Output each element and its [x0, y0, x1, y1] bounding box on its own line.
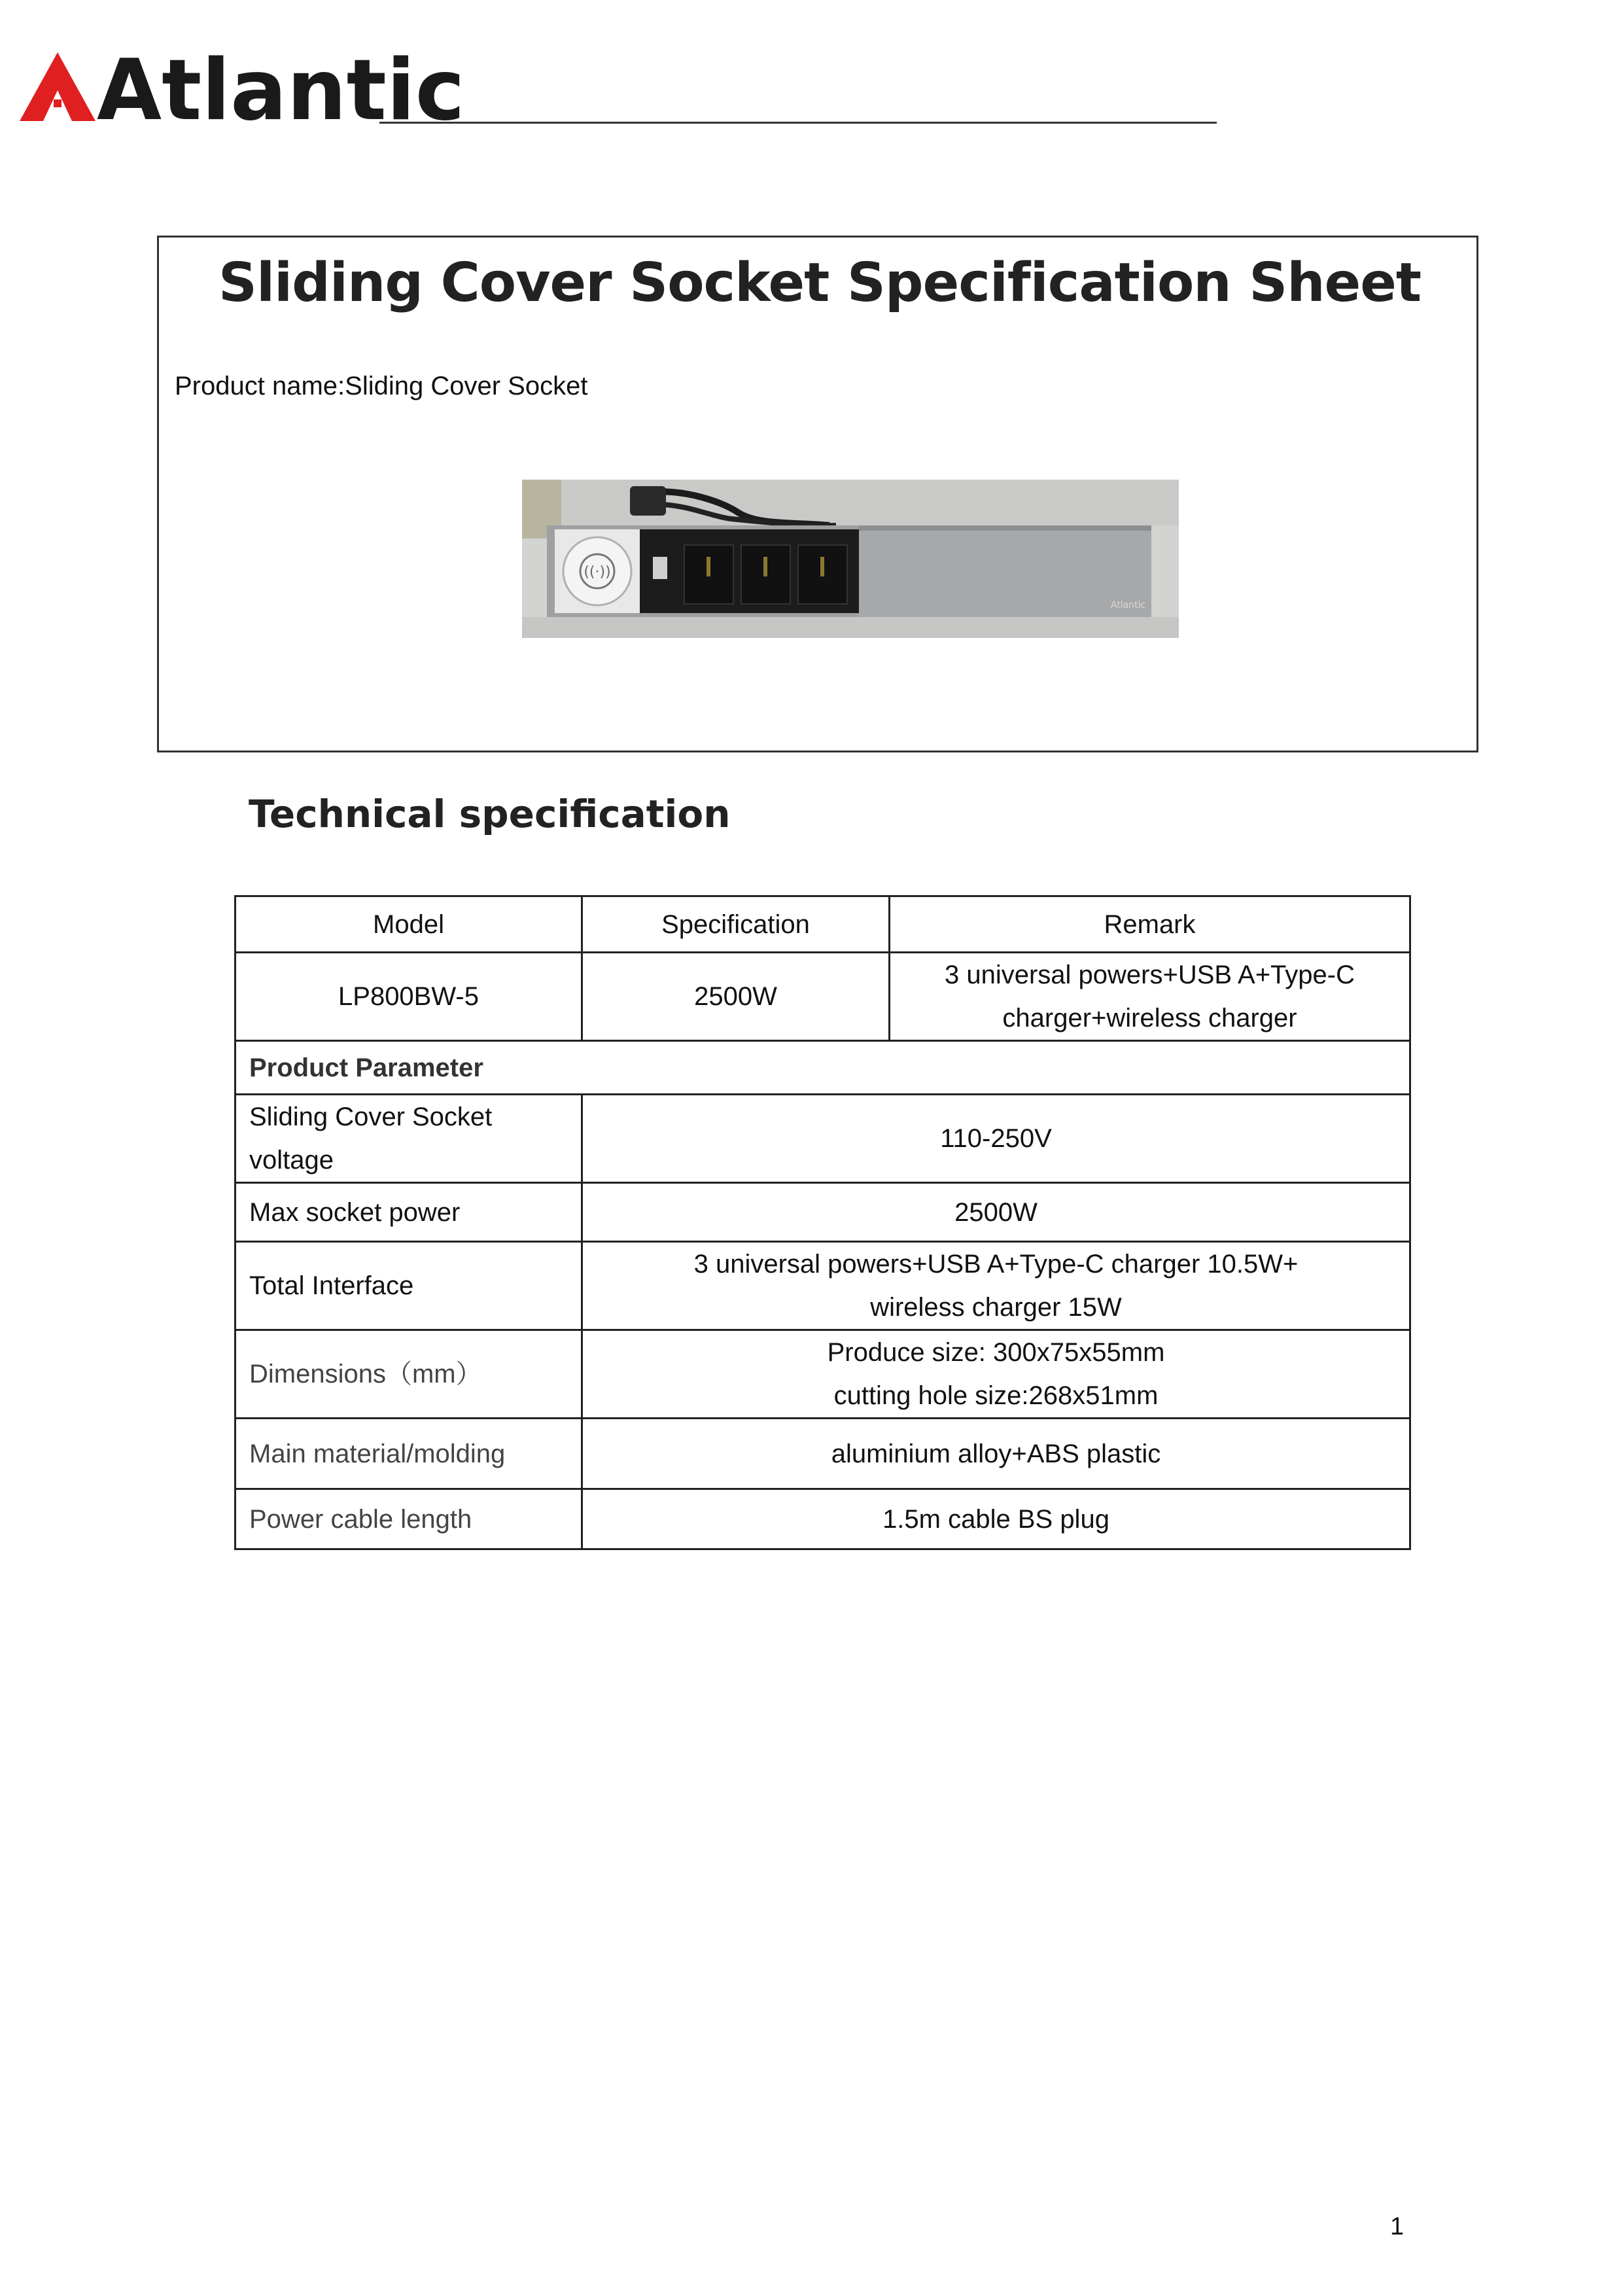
header-rule	[379, 122, 1217, 124]
table-row	[236, 1095, 1410, 1183]
remark-cell	[890, 953, 1410, 1041]
header-cell-model: Model	[236, 896, 582, 953]
param-label-line: voltage	[249, 1146, 334, 1174]
atlantic-logo	[20, 42, 465, 139]
table-row	[236, 1489, 1410, 1549]
brand-wordmark: Atlantic	[97, 42, 465, 139]
param-label-line: Sliding Cover Socket	[249, 1103, 493, 1131]
param-value	[582, 1242, 1410, 1330]
group-row	[236, 1041, 1410, 1095]
param-label: Max socket power	[236, 1183, 582, 1242]
param-label: Main material/molding	[236, 1419, 582, 1489]
product-name: Product name:Sliding Cover Socket	[175, 372, 588, 400]
spec-cell: 2500W	[582, 953, 890, 1041]
header-cell-specification: Specification	[582, 896, 890, 953]
page-number: 1	[1390, 2213, 1405, 2240]
param-label: Dimensions（mm）	[236, 1330, 582, 1419]
param-value: aluminium alloy+ABS plastic	[582, 1419, 1410, 1489]
param-value-line: cutting hole size:268x51mm	[833, 1381, 1159, 1410]
param-value-line: 3 universal powers+USB A+Type-C charger 10.5W+	[693, 1250, 1299, 1279]
svg-text:Atlantic: Atlantic	[1111, 600, 1146, 610]
param-label	[236, 1095, 582, 1183]
param-value	[582, 1330, 1410, 1419]
page-title: Sliding Cover Socket Specification Sheet	[218, 252, 1422, 314]
model-cell: LP800BW-5	[236, 953, 582, 1041]
param-label: Power cable length	[236, 1489, 582, 1549]
title-box	[157, 236, 1478, 752]
spec-table	[234, 895, 1411, 1550]
remark-line: 3 universal powers+USB A+Type-C	[945, 961, 1355, 989]
param-value-line: Produce size: 300x75x55mm	[827, 1338, 1165, 1367]
param-value: 1.5m cable BS plug	[582, 1489, 1410, 1549]
param-value-line: wireless charger 15W	[870, 1293, 1122, 1322]
table-row	[236, 1419, 1410, 1489]
table-row	[236, 953, 1410, 1041]
param-value: 2500W	[582, 1183, 1410, 1242]
section-heading: Technical specification	[249, 792, 731, 836]
param-value: 110-250V	[582, 1095, 1410, 1183]
param-label: Total Interface	[236, 1242, 582, 1330]
table-row	[236, 1183, 1410, 1242]
table-row	[236, 1330, 1410, 1419]
table-header-row	[236, 896, 1410, 953]
group-label: Product Parameter	[236, 1041, 1410, 1095]
remark-line: charger+wireless charger	[1002, 1004, 1297, 1033]
product-photo	[522, 480, 1179, 638]
table-row	[236, 1242, 1410, 1330]
header-cell-remark: Remark	[890, 896, 1410, 953]
svg-text:((·)): ((·))	[584, 564, 611, 580]
